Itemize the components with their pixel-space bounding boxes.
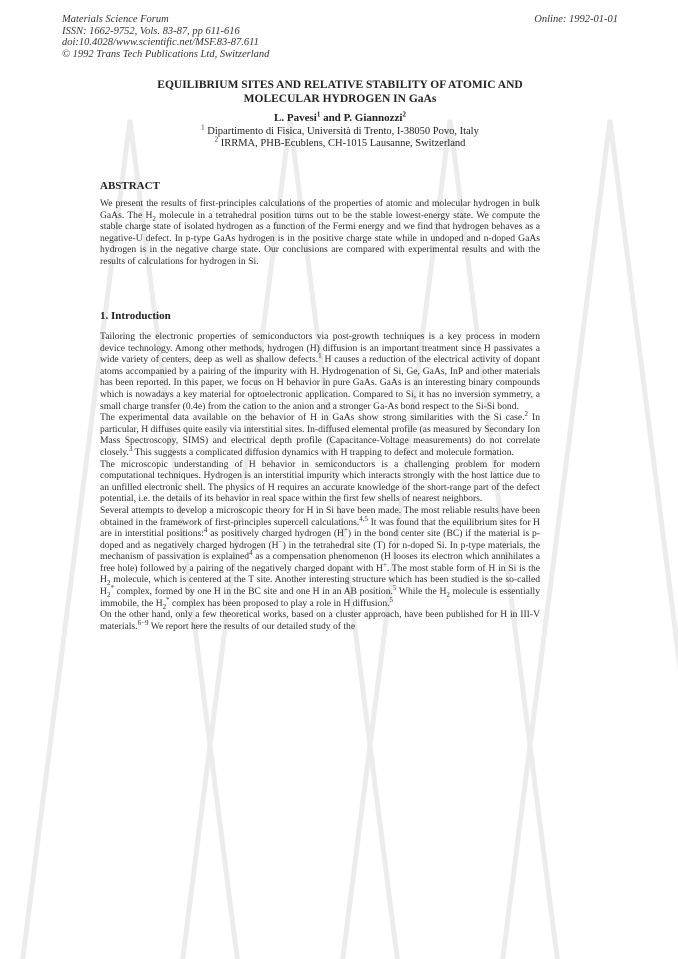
citation: 4,5 xyxy=(359,514,369,523)
affiliation-1 xyxy=(90,123,590,137)
text-run: While the H xyxy=(396,586,447,598)
affiliation-marker: 1 xyxy=(316,110,321,119)
citation: 6−9 xyxy=(137,618,149,627)
charge-sign: + xyxy=(343,525,348,534)
text-run: molecule, which is centered at the T site. Another interesting structure which has been studied is the so-called H xyxy=(100,574,540,598)
author-name: P. Giannozzi xyxy=(343,112,403,124)
affiliation-marker: 2 xyxy=(402,110,406,119)
affiliation-text: IRRMA, PHB-Ecublens, CH-1015 Lausanne, Switzerland xyxy=(220,138,466,149)
subscript: 2 xyxy=(446,590,450,599)
author-name: L. Pavesi xyxy=(274,112,317,124)
citation: 2 xyxy=(524,409,529,418)
text-run: complex, formed by one H in the BC site and one H in an AB position. xyxy=(113,586,393,598)
text-run: Tailoring the electronic properties of semiconductors via post-growth techniques is a key process in modern device technology. Among other methods, hydrogen (H) diffusion is an important treatment since H passivates a wide variety of centers, deep as well as shallow defects. xyxy=(100,331,540,366)
text-run: molecule in a tetrahedral position turns out to be the stable lowest-energy state. We compute the stable charge state of isolated hydrogen as a function of the Fermi energy and we find that hydrogen behaves as a negative-U defect. In p-type GaAs hydrogen is in the positive charge state while in undoped and n-doped GaAs hydrogen is in the negative charge state. Our conclusions are compared with experimental results and with the results of calculations for hydrogen in Si. xyxy=(100,209,541,267)
text-run: This suggests a complicated diffusion dynamics with H trapping to defect and molecule formation. xyxy=(132,446,514,458)
introduction-body xyxy=(100,331,540,632)
title-line-2: MOLECULAR HYDROGEN IN GaAs xyxy=(243,93,437,105)
text-run: Several attempts to develop a microscopic theory for H in Si have been made. The most reliable results have been obtained in the framework of first-principles supercell calculations. xyxy=(100,504,540,528)
citation: 1 xyxy=(318,352,322,360)
paragraph: The microscopic understanding of H behavior in semiconductors is a challenging problem for modern computational techniques. Hydrogen is an interstitial impurity which interacts strongly with the host lattice due to an unfilled electronic shell. The physics of H requires an accurate knowledge of the short-range part of the defect potential, i.e. the details of its behavior in real space within the first few shells of nearest neighbors. xyxy=(100,458,540,505)
text-run: ) in the tetrahedral site (T) for n-doped Si. In p-type materials, the mechanism of passivation is explained xyxy=(100,539,540,563)
abstract-body xyxy=(100,198,540,268)
text-run: In particular, H diffuses quite easily via interstitial sites. In-diffused elemental profile (as measured by Secondary Ion Mass Spectroscopy, SIMS) and electrical depth profile (Capacitance-Voltage measurements) do not correlate closely. xyxy=(100,412,540,458)
paper-title xyxy=(90,78,590,106)
journal-header xyxy=(62,14,618,60)
subscript: 2 xyxy=(106,579,111,588)
text-run: as positively charged hydrogen (H xyxy=(207,528,344,540)
online-date: Online: 1992-01-01 xyxy=(534,14,618,25)
journal-name: Materials Science Forum xyxy=(62,14,169,25)
text-run: It was found that the equilibrium sites for H are in interstitial positions: xyxy=(100,516,540,540)
charge-sign: + xyxy=(382,560,387,569)
superscript: * xyxy=(110,583,114,592)
text-run: molecule is essentially immobile, the H xyxy=(100,586,540,609)
text-run: H causes a reduction of the electrical activity of dopant atoms accompanied by a pairing of the impurity with H. Hydrogenation of Si, Ge, GaAs, InP and other materials has been reported. In this paper, we focus on H behavior in pure GaAs. GaAs is an interesting binary compounds which is nowadays a key material for optoelectronic application. Compared to Si, it has no inversion symmetry, a small charge transfer (0.4e) from the cation to the anion and a stronger Ga-As bond respect to the Si-Si bond. xyxy=(100,354,540,412)
affiliation-marker: 1 xyxy=(201,123,205,132)
abstract-heading: ABSTRACT xyxy=(100,180,160,192)
text-run: We report here the results of our detailed study of the xyxy=(148,620,356,632)
text-run: . The most stable form of H in Si is the H xyxy=(100,562,540,586)
paragraph xyxy=(100,505,540,609)
copyright-line: © 1992 Trans Tech Publications Ltd, Switzerland xyxy=(62,48,270,60)
title-line-1: EQUILIBRIUM SITES AND RELATIVE STABILITY OF ATOMIC AND xyxy=(157,79,523,91)
issn-line: ISSN: 1662-9752, Vols. 83-87, pp 611-616 xyxy=(62,25,240,37)
introduction-heading: 1. Introduction xyxy=(100,310,171,322)
affiliation-text: Dipartimento di Fisica, Università di Trento, I-38050 Povo, Italy xyxy=(207,126,479,137)
affiliation-marker: 2 xyxy=(214,135,219,144)
paragraph xyxy=(100,409,540,458)
affiliation-2 xyxy=(90,135,590,149)
citation: 5 xyxy=(389,595,394,604)
subscript: 2 xyxy=(152,214,156,223)
author-list xyxy=(90,112,590,124)
citation: 3 xyxy=(128,444,133,453)
subscript: 2 xyxy=(106,590,111,599)
charge-sign: − xyxy=(278,537,283,546)
citation: 4 xyxy=(249,549,253,558)
superscript: * xyxy=(166,595,170,604)
text-run: ) in the bond center site (BC) if the material is p-doped and as negatively charged hydrogen (H xyxy=(100,528,541,551)
doi-link[interactable]: doi:10.4028/www.scientific.net/MSF.83-87.611 xyxy=(62,37,259,48)
citation: 5 xyxy=(392,583,397,592)
author-conjunction: and xyxy=(320,112,344,124)
text-run: We present the results of first-principles calculations of the properties of atomic and molecular hydrogen in bulk GaAs. The H xyxy=(100,198,540,221)
paragraph xyxy=(100,609,540,632)
text-run: The experimental data available on the behavior of H in GaAs show strong similarities with the Si case. xyxy=(100,412,525,424)
text-run: complex has been proposed to play a role in H diffusion. xyxy=(169,597,390,609)
text-run: as a compensation phenomenon (H looses its electron which annihilates a free hole) followed by a pairing of the negatively charged dopant with H xyxy=(100,551,540,574)
paragraph xyxy=(100,331,540,412)
text-run: On the other hand, only a few theoretical works, based on a cluster approach, have been published for H in III-V materials. xyxy=(100,609,540,632)
subscript: 2 xyxy=(162,602,167,611)
citation: 4 xyxy=(203,525,208,534)
